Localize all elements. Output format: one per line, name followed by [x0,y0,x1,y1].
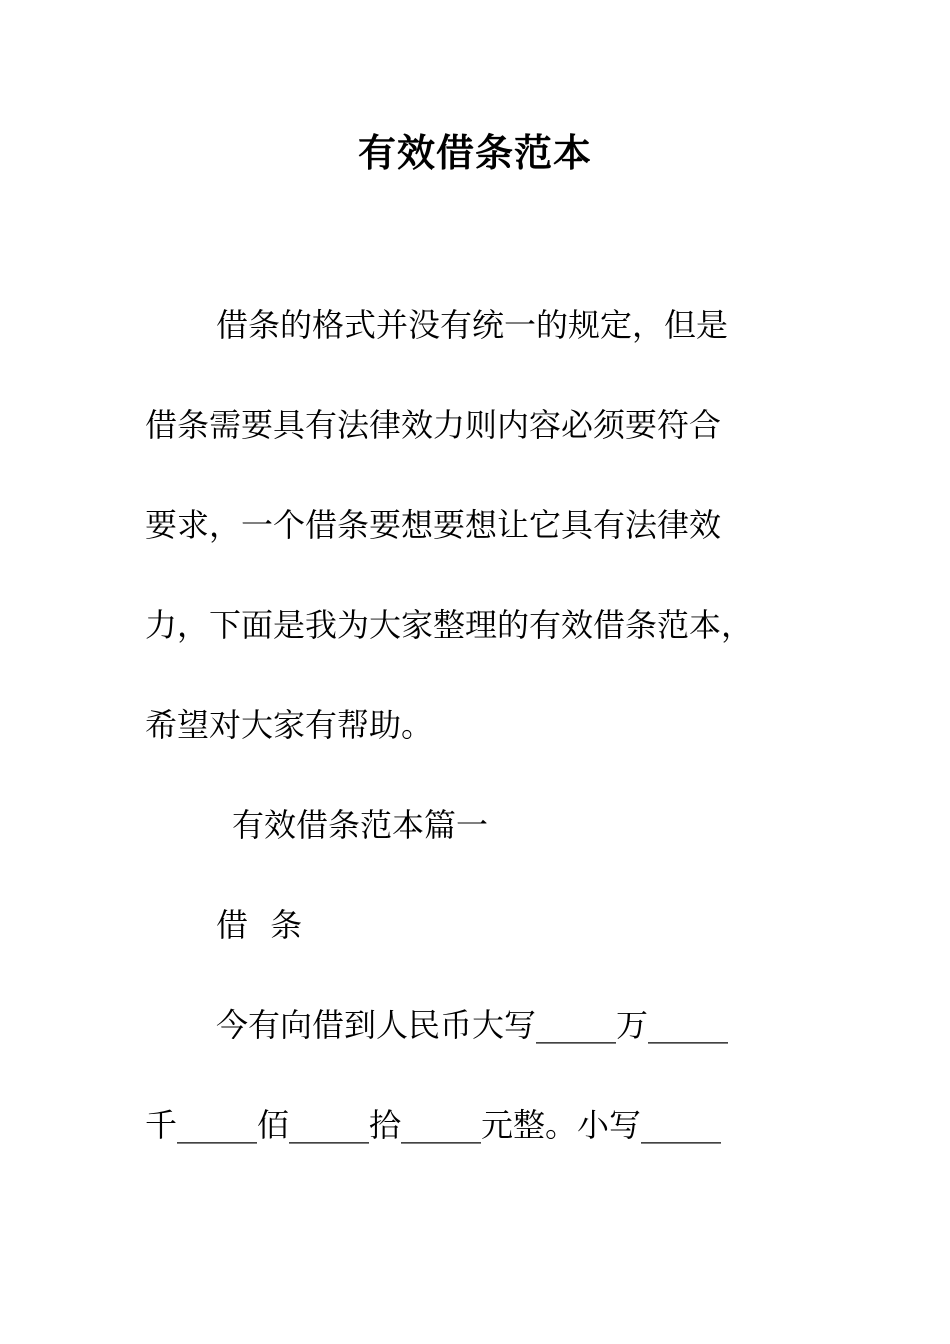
intro-line-2: 借条需要具有法律效力则内容必须要符合 [145,406,722,444]
iou-heading: 借 条 [216,906,309,944]
intro-line-5: 希望对大家有帮助。 [145,706,434,744]
document-title: 有效借条范本 [357,130,592,175]
iou-body-line-1: 今有向借到人民币大写_____万_____ [216,1006,729,1044]
intro-line-4: 力，下面是我为大家整理的有效借条范本， [145,606,754,644]
section-heading: 有效借条范本篇一 [232,806,489,844]
intro-line-3: 要求，一个借条要想要想让它具有法律效 [145,506,722,544]
iou-body-line-2: 千_____佰_____拾_____元整。小写_____ [145,1106,722,1144]
intro-line-1: 借条的格式并没有统一的规定，但是 [216,306,729,344]
